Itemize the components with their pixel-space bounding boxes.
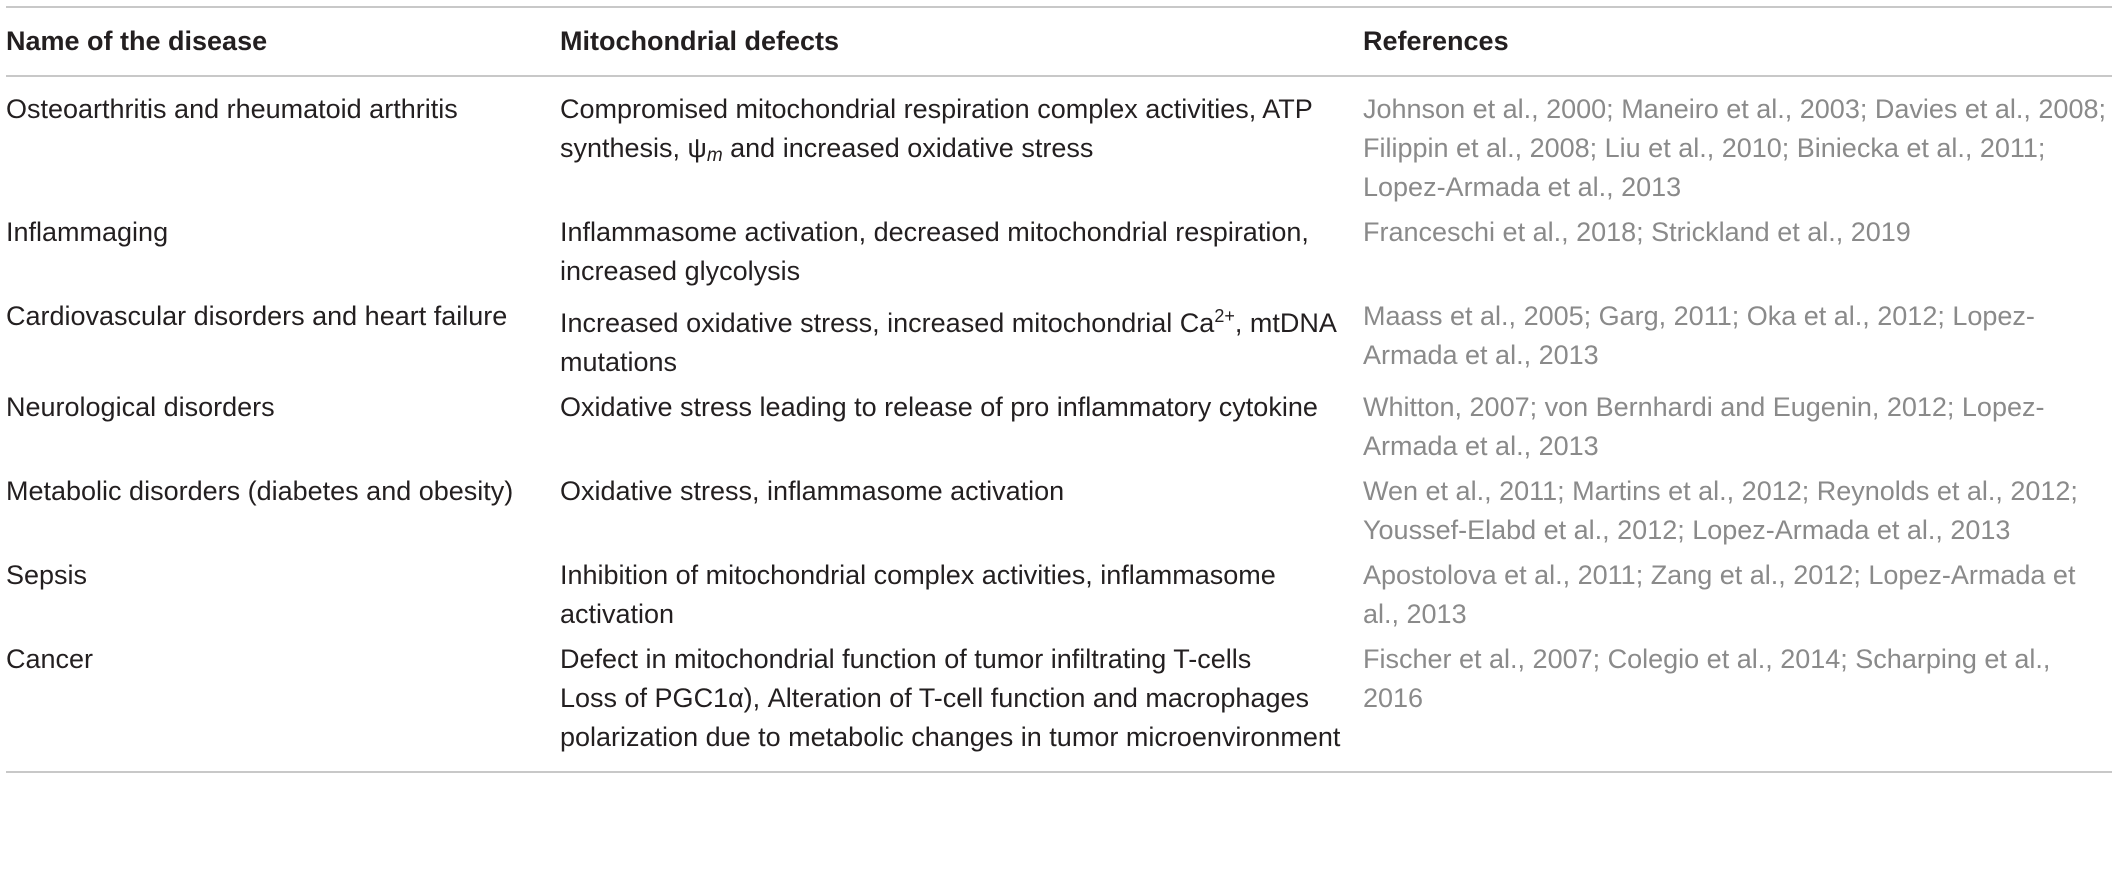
references-cell: Franceschi et al., 2018; Strickland et al., 2019: [1363, 217, 1911, 247]
defects-cell: [560, 640, 1363, 772]
disease-cell: Metabolic disorders (diabetes and obesity): [6, 476, 514, 506]
disease-table-container: [6, 6, 2112, 773]
table-row: [6, 640, 2112, 772]
calcium-superscript: 2+: [1214, 306, 1235, 326]
defects-cell: Inflammasome activation, decreased mitochondrial respiration, increased glycolysis: [560, 217, 1309, 286]
disease-cell: Cardiovascular disorders and heart failure: [6, 301, 508, 331]
defects-text: Compromised mitochondrial respiration complex activities, ATP synthesis, ψ: [560, 94, 1313, 163]
defects-cell: Oxidative stress leading to release of pro inflammatory cytokine: [560, 392, 1318, 422]
header-defects: Mitochondrial defects: [560, 26, 840, 56]
table-row: [6, 213, 2112, 297]
header-disease: Name of the disease: [6, 26, 268, 56]
disease-cell: Inflammaging: [6, 217, 169, 247]
table-row: [6, 556, 2112, 640]
defects-text-line2: Loss of PGC1α), Alteration of T-cell function and macrophages polarization due to metabolic changes in tumor microenvironment: [560, 683, 1341, 752]
disease-cell: Neurological disorders: [6, 392, 275, 422]
table-row: [6, 388, 2112, 472]
defects-cell: [560, 76, 1363, 213]
disease-cell: Cancer: [6, 644, 94, 674]
table-header: [6, 7, 2112, 76]
table-body: [6, 76, 2112, 772]
defects-cell: Oxidative stress, inflammasome activation: [560, 476, 1065, 506]
psi-subscript: m: [706, 145, 723, 166]
defects-text-line1: Defect in mitochondrial function of tumor infiltrating T-cells: [560, 644, 1252, 674]
disease-cell: Osteoarthritis and rheumatoid arthritis: [6, 94, 458, 124]
table-row: [6, 297, 2112, 388]
references-cell: Fischer et al., 2007; Colegio et al., 2014; Scharping et al., 2016: [1363, 644, 2051, 713]
header-references: References: [1363, 26, 1509, 56]
references-cell: Apostolova et al., 2011; Zang et al., 2012; Lopez-Armada et al., 2013: [1363, 560, 2076, 629]
references-cell: Maass et al., 2005; Garg, 2011; Oka et al., 2012; Lopez-Armada et al., 2013: [1363, 301, 2035, 370]
table-row: [6, 76, 2112, 213]
table-row: [6, 472, 2112, 556]
mitochondrial-disease-table: [6, 6, 2112, 773]
disease-cell: Sepsis: [6, 560, 88, 590]
references-cell: Wen et al., 2011; Martins et al., 2012; Reynolds et al., 2012; Youssef-Elabd et al., 2012; Lopez-Armada et al., 2013: [1363, 476, 2078, 545]
defects-cell: Inhibition of mitochondrial complex activities, inflammasome activation: [560, 560, 1276, 629]
header-row: [6, 7, 2112, 76]
references-cell: Whitton, 2007; von Bernhardi and Eugenin, 2012; Lopez-Armada et al., 2013: [1363, 392, 2045, 461]
references-cell: Johnson et al., 2000; Maneiro et al., 2003; Davies et al., 2008; Filippin et al., 2008; Liu et al., 2010; Biniecka et al., 2011; Lopez-Armada et al., 2013: [1363, 94, 2106, 202]
defects-text-end: and increased oxidative stress: [722, 133, 1094, 163]
defects-text: Increased oxidative stress, increased mitochondrial Ca: [560, 308, 1215, 338]
defects-text-end: , mtDNA mutations: [560, 308, 1336, 377]
defects-cell: [560, 297, 1363, 388]
